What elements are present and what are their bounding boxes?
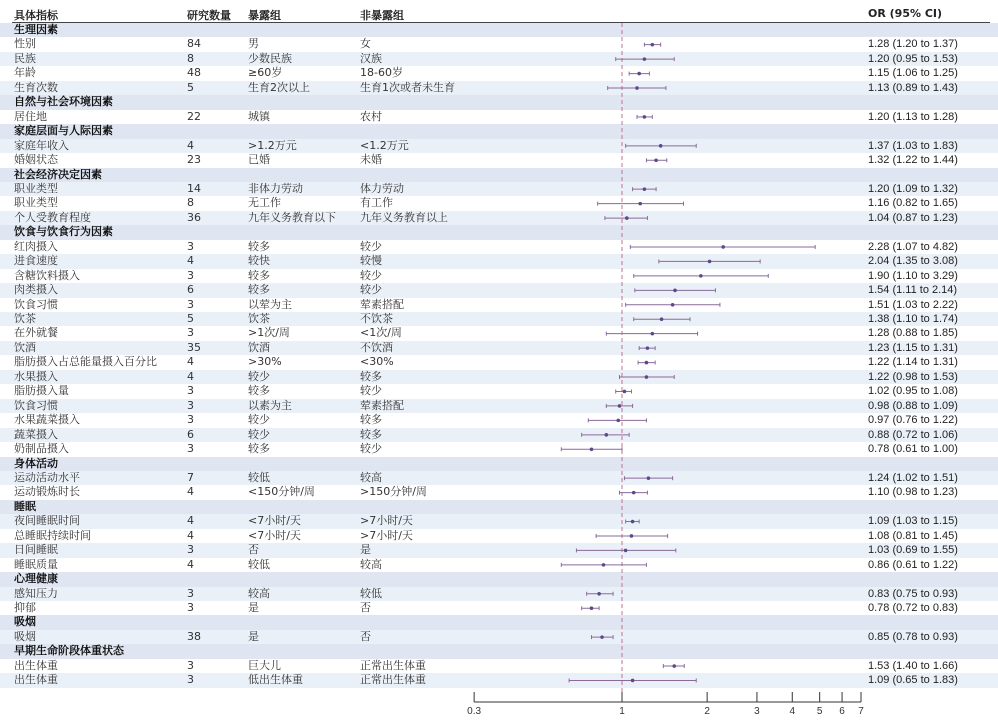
indicator-label: 饮食习惯 bbox=[14, 398, 58, 412]
or-ci-text: 1.23 (1.15 to 1.31) bbox=[868, 341, 958, 354]
or-ci-text: 0.78 (0.61 to 1.00) bbox=[868, 443, 958, 456]
nonexposed-group: 生育1次或者未生育 bbox=[360, 80, 455, 94]
nonexposed-group: 较多 bbox=[360, 427, 382, 441]
nonexposed-group: 正常出生体重 bbox=[360, 673, 426, 687]
nonexposed-group: 未婚 bbox=[360, 153, 382, 167]
study-count: 14 bbox=[187, 181, 201, 195]
indicator-label: 年龄 bbox=[14, 66, 36, 80]
nonexposed-group: 较少 bbox=[360, 268, 382, 282]
or-point bbox=[602, 563, 606, 567]
or-ci-text: 1.09 (0.65 to 1.83) bbox=[868, 674, 958, 687]
or-ci-text: 1.53 (1.40 to 1.66) bbox=[868, 659, 958, 672]
nonexposed-group: 较高 bbox=[360, 470, 382, 484]
indicator-label: 性别 bbox=[14, 37, 36, 51]
nonexposed-group: 否 bbox=[360, 601, 371, 614]
or-point bbox=[590, 606, 594, 610]
indicator-label: 红肉摄入 bbox=[14, 239, 58, 253]
exposed-group: >30% bbox=[248, 355, 282, 369]
or-point bbox=[597, 592, 601, 596]
study-count: 4 bbox=[187, 514, 194, 528]
indicator-label: 奶制品摄入 bbox=[14, 442, 69, 456]
indicator-label: 饮食习惯 bbox=[14, 297, 58, 311]
or-ci-text: 1.13 (0.89 to 1.43) bbox=[868, 81, 958, 94]
exposed-group: 以荤为主 bbox=[248, 297, 292, 311]
nonexposed-group: 荤素搭配 bbox=[360, 398, 404, 412]
exposed-group: 否 bbox=[248, 543, 259, 557]
or-point bbox=[638, 202, 642, 206]
or-ci-text: 0.98 (0.88 to 1.09) bbox=[868, 399, 958, 412]
exposed-group: 男 bbox=[248, 37, 259, 51]
or-point bbox=[616, 419, 620, 423]
section-label: 早期生命阶段体重状态 bbox=[14, 644, 124, 658]
or-ci-text: 1.90 (1.10 to 3.29) bbox=[868, 269, 958, 282]
study-count: 3 bbox=[187, 442, 194, 456]
or-point bbox=[659, 144, 663, 148]
indicator-label: 饮酒 bbox=[14, 340, 36, 354]
nonexposed-group: 农村 bbox=[360, 109, 382, 123]
exposed-group: 无工作 bbox=[248, 196, 281, 210]
or-ci-text: 1.20 (1.09 to 1.32) bbox=[868, 182, 958, 195]
or-ci-text: 0.85 (0.78 to 0.93) bbox=[868, 630, 958, 643]
nonexposed-group: <30% bbox=[360, 355, 394, 369]
indicator-label: 夜间睡眠时间 bbox=[14, 514, 80, 528]
or-point bbox=[647, 476, 651, 480]
exposed-group: <150分钟/周 bbox=[248, 485, 315, 499]
section-label: 吸烟 bbox=[14, 615, 36, 629]
exposed-group: 较少 bbox=[248, 427, 270, 441]
or-ci-text: 1.20 (0.95 to 1.53) bbox=[868, 52, 958, 65]
exposed-group: 非体力劳动 bbox=[248, 181, 303, 195]
or-point bbox=[645, 375, 649, 379]
indicator-label: 脂肪摄入占总能量摄入百分比 bbox=[14, 355, 157, 369]
or-point bbox=[623, 390, 627, 394]
or-point bbox=[699, 274, 703, 278]
exposed-group: 较低 bbox=[248, 470, 270, 484]
or-point bbox=[654, 158, 658, 162]
nonexposed-group: <1.2万元 bbox=[360, 138, 409, 152]
or-ci-text: 1.28 (0.88 to 1.85) bbox=[868, 327, 958, 340]
nonexposed-group: 体力劳动 bbox=[360, 181, 404, 195]
exposed-group: 较高 bbox=[248, 586, 270, 600]
study-count: 3 bbox=[187, 268, 194, 282]
exposed-group: >1.2万元 bbox=[248, 138, 297, 152]
or-point bbox=[672, 664, 676, 668]
or-ci-text: 0.97 (0.76 to 1.22) bbox=[868, 414, 958, 427]
x-tick-label: 4 bbox=[789, 706, 796, 717]
or-point bbox=[631, 520, 635, 524]
or-point bbox=[671, 303, 675, 307]
indicator-label: 在外就餐 bbox=[14, 326, 58, 340]
or-point bbox=[721, 245, 725, 249]
or-ci-text: 1.15 (1.06 to 1.25) bbox=[868, 67, 958, 80]
or-point bbox=[645, 361, 649, 365]
study-count: 7 bbox=[187, 470, 194, 484]
nonexposed-group: >150分钟/周 bbox=[360, 485, 427, 499]
exposed-group: 较多 bbox=[248, 283, 270, 297]
indicator-label: 饮茶 bbox=[14, 312, 36, 325]
or-point bbox=[590, 447, 594, 451]
or-point bbox=[618, 404, 622, 408]
indicator-label: 出生体重 bbox=[14, 658, 58, 672]
or-ci-text: 1.54 (1.11 to 2.14) bbox=[868, 284, 958, 297]
or-ci-text: 1.09 (1.03 to 1.15) bbox=[868, 515, 958, 528]
nonexposed-group: 较多 bbox=[360, 413, 382, 427]
or-point bbox=[604, 433, 608, 437]
or-ci-text: 1.24 (1.02 to 1.51) bbox=[868, 471, 958, 484]
indicator-label: 睡眠质量 bbox=[14, 557, 58, 571]
nonexposed-group: 较低 bbox=[360, 586, 382, 600]
study-count: 3 bbox=[187, 658, 194, 672]
exposed-group: 较多 bbox=[248, 442, 270, 456]
exposed-group: <7小时/天 bbox=[248, 528, 301, 542]
indicator-label: 进食速度 bbox=[14, 254, 58, 268]
or-point bbox=[646, 346, 650, 350]
indicator-label: 总睡眠持续时间 bbox=[14, 528, 91, 542]
or-ci-text: 0.88 (0.72 to 1.06) bbox=[868, 428, 958, 441]
exposed-group: 饮酒 bbox=[248, 340, 270, 354]
study-count: 3 bbox=[187, 586, 194, 600]
indicator-label: 民族 bbox=[14, 51, 36, 65]
study-count: 3 bbox=[187, 297, 194, 311]
indicator-label: 日间睡眠 bbox=[14, 543, 58, 557]
indicator-label: 水果蔬菜摄入 bbox=[14, 413, 80, 427]
section-label: 社会经济决定因素 bbox=[14, 167, 102, 181]
indicator-label: 生育次数 bbox=[14, 80, 58, 94]
exposed-group: <7小时/天 bbox=[248, 514, 301, 528]
study-count: 4 bbox=[187, 355, 194, 369]
or-ci-text: 1.10 (0.98 to 1.23) bbox=[868, 486, 958, 499]
section-label: 身体活动 bbox=[14, 456, 58, 470]
exposed-group: ≥60岁 bbox=[248, 66, 283, 80]
or-point bbox=[630, 534, 634, 538]
nonexposed-group: 较多 bbox=[360, 369, 382, 383]
study-count: 4 bbox=[187, 369, 194, 383]
or-ci-text: 1.22 (1.14 to 1.31) bbox=[868, 356, 958, 369]
or-point bbox=[643, 57, 647, 61]
or-point bbox=[624, 549, 628, 553]
study-count: 3 bbox=[187, 543, 194, 557]
section-label: 家庭层面与人际因素 bbox=[14, 124, 113, 138]
nonexposed-group: 较高 bbox=[360, 557, 382, 571]
exposed-group: 少数民族 bbox=[248, 51, 292, 65]
or-ci-text: 1.22 (0.98 to 1.53) bbox=[868, 370, 958, 383]
or-point bbox=[637, 72, 641, 76]
or-point bbox=[631, 679, 635, 683]
nonexposed-group: 女 bbox=[360, 37, 371, 51]
study-count: 8 bbox=[187, 51, 194, 65]
study-count: 3 bbox=[187, 326, 194, 340]
nonexposed-group: <1次/周 bbox=[360, 326, 402, 340]
exposed-group: 城镇 bbox=[248, 109, 270, 123]
section-label: 睡眠 bbox=[14, 499, 36, 513]
indicator-label: 含糖饮料摄入 bbox=[14, 268, 80, 282]
indicator-label: 蔬菜摄入 bbox=[14, 427, 58, 441]
exposed-group: 较多 bbox=[248, 268, 270, 282]
indicator-label: 职业类型 bbox=[14, 181, 58, 195]
nonexposed-group: 九年义务教育以上 bbox=[360, 210, 448, 224]
nonexposed-group: 有工作 bbox=[360, 196, 393, 210]
study-count: 4 bbox=[187, 138, 194, 152]
nonexposed-group: 否 bbox=[360, 629, 371, 643]
or-point bbox=[600, 635, 604, 639]
or-ci-text: 1.37 (1.03 to 1.83) bbox=[868, 139, 958, 152]
exposed-group: 是 bbox=[248, 601, 259, 614]
or-ci-text: 2.04 (1.35 to 3.08) bbox=[868, 255, 958, 268]
exposed-group: 较多 bbox=[248, 239, 270, 253]
or-ci-text: 1.03 (0.69 to 1.55) bbox=[868, 544, 958, 557]
study-count: 36 bbox=[187, 210, 201, 224]
x-tick-label: 5 bbox=[816, 706, 823, 717]
or-ci-text: 0.78 (0.72 to 0.83) bbox=[868, 602, 958, 614]
or-ci-text: 1.20 (1.13 to 1.28) bbox=[868, 110, 958, 123]
or-ci-text: 1.02 (0.95 to 1.08) bbox=[868, 385, 958, 398]
nonexposed-group: 较少 bbox=[360, 384, 382, 398]
section-label: 生理因素 bbox=[14, 23, 58, 36]
exposed-group: 巨大儿 bbox=[248, 658, 281, 672]
x-tick-label: 3 bbox=[754, 706, 760, 717]
header-exposed-group: 暴露组 bbox=[248, 9, 281, 22]
x-tick-label: 1 bbox=[619, 706, 625, 717]
header-study-count: 研究数量 bbox=[187, 9, 231, 22]
indicator-label: 吸烟 bbox=[14, 629, 36, 643]
indicator-label: 运动锻炼时长 bbox=[14, 485, 80, 499]
study-count: 4 bbox=[187, 557, 194, 571]
or-ci-text: 1.51 (1.03 to 2.22) bbox=[868, 298, 958, 311]
nonexposed-group: >7小时/天 bbox=[360, 514, 413, 528]
nonexposed-group: 较少 bbox=[360, 239, 382, 253]
study-count: 3 bbox=[187, 239, 194, 253]
or-point bbox=[651, 43, 655, 47]
study-count: 8 bbox=[187, 196, 194, 210]
study-count: 4 bbox=[187, 485, 194, 499]
study-count: 6 bbox=[187, 283, 194, 297]
or-point bbox=[643, 187, 647, 191]
or-point bbox=[651, 332, 655, 336]
or-ci-text: 1.08 (0.81 to 1.45) bbox=[868, 529, 958, 542]
study-count: 22 bbox=[187, 109, 201, 123]
nonexposed-group: >7小时/天 bbox=[360, 528, 413, 542]
indicator-label: 水果摄入 bbox=[14, 369, 58, 383]
or-point bbox=[632, 491, 636, 495]
study-count: 23 bbox=[187, 153, 201, 167]
or-point bbox=[635, 86, 639, 90]
study-count: 35 bbox=[187, 340, 201, 354]
section-label: 心理健康 bbox=[14, 572, 58, 586]
study-count: 6 bbox=[187, 427, 194, 441]
nonexposed-group: 较少 bbox=[360, 442, 382, 456]
exposed-group: 以素为主 bbox=[248, 398, 292, 412]
study-count: 3 bbox=[187, 413, 194, 427]
or-point bbox=[643, 115, 647, 119]
x-tick-label: 7 bbox=[858, 706, 864, 717]
exposed-group: 九年义务教育以下 bbox=[248, 210, 336, 224]
nonexposed-group: 荤素搭配 bbox=[360, 297, 404, 311]
indicator-label: 抑郁 bbox=[14, 601, 36, 614]
exposed-group: 低出生体重 bbox=[248, 673, 303, 687]
study-count: 4 bbox=[187, 254, 194, 268]
or-ci-text: 0.83 (0.75 to 0.93) bbox=[868, 587, 958, 600]
exposed-group: 已婚 bbox=[248, 153, 270, 167]
study-count: 3 bbox=[187, 673, 194, 687]
exposed-group: 饮茶 bbox=[248, 312, 270, 325]
or-point bbox=[673, 289, 677, 293]
study-count: 3 bbox=[187, 384, 194, 398]
exposed-group: 较低 bbox=[248, 557, 270, 571]
x-tick-label: 0.3 bbox=[467, 706, 482, 717]
or-point bbox=[708, 260, 712, 264]
nonexposed-group: 较慢 bbox=[360, 254, 382, 268]
x-tick-label: 2 bbox=[704, 706, 710, 717]
study-count: 5 bbox=[187, 80, 194, 94]
or-ci-text: 1.04 (0.87 to 1.23) bbox=[868, 211, 958, 224]
indicator-label: 肉类摄入 bbox=[14, 283, 58, 297]
study-count: 84 bbox=[187, 37, 201, 51]
study-count: 48 bbox=[187, 66, 201, 80]
exposed-group: 较多 bbox=[248, 384, 270, 398]
header-or-ci: OR (95% CI) bbox=[868, 7, 943, 20]
study-count: 4 bbox=[187, 528, 194, 542]
indicator-label: 家庭年收入 bbox=[14, 138, 69, 152]
or-ci-text: 0.86 (0.61 to 1.22) bbox=[868, 558, 958, 571]
indicator-label: 感知压力 bbox=[14, 586, 58, 600]
nonexposed-group: 较少 bbox=[360, 283, 382, 297]
header-indicator: 具体指标 bbox=[14, 9, 58, 22]
indicator-label: 出生体重 bbox=[14, 673, 58, 687]
or-ci-text: 1.38 (1.10 to 1.74) bbox=[868, 313, 958, 325]
nonexposed-group: 汉族 bbox=[360, 51, 382, 65]
study-count: 38 bbox=[187, 629, 201, 643]
nonexposed-group: 18-60岁 bbox=[360, 66, 403, 80]
indicator-label: 脂肪摄入量 bbox=[14, 384, 69, 398]
study-count: 3 bbox=[187, 601, 194, 614]
exposed-group: 生育2次以上 bbox=[248, 80, 310, 94]
exposed-group: 较少 bbox=[248, 369, 270, 383]
nonexposed-group: 不饮酒 bbox=[360, 340, 393, 354]
nonexposed-group: 不饮茶 bbox=[360, 312, 393, 325]
nonexposed-group: 正常出生体重 bbox=[360, 658, 426, 672]
header-nonexposed-group: 非暴露组 bbox=[360, 9, 404, 22]
section-label: 自然与社会环境因素 bbox=[14, 95, 113, 109]
indicator-label: 运动活动水平 bbox=[14, 470, 80, 484]
section-label: 饮食与饮食行为因素 bbox=[14, 225, 113, 239]
or-ci-text: 2.28 (1.07 to 4.82) bbox=[868, 240, 958, 253]
indicator-label: 职业类型 bbox=[14, 196, 58, 210]
or-ci-text: 1.16 (0.82 to 1.65) bbox=[868, 197, 958, 210]
exposed-group: 较少 bbox=[248, 413, 270, 427]
or-point bbox=[625, 216, 629, 220]
exposed-group: 是 bbox=[248, 629, 259, 643]
study-count: 3 bbox=[187, 398, 194, 412]
or-point bbox=[660, 317, 664, 321]
or-ci-text: 1.32 (1.22 to 1.44) bbox=[868, 154, 958, 167]
indicator-label: 个人受教育程度 bbox=[14, 210, 91, 224]
study-count: 5 bbox=[187, 312, 194, 325]
indicator-label: 婚姻状态 bbox=[14, 153, 58, 167]
indicator-label: 居住地 bbox=[14, 109, 47, 123]
x-tick-label: 6 bbox=[839, 706, 845, 717]
nonexposed-group: 是 bbox=[360, 543, 371, 557]
exposed-group: >1次/周 bbox=[248, 326, 290, 340]
exposed-group: 较快 bbox=[248, 254, 270, 268]
or-ci-text: 1.28 (1.20 to 1.37) bbox=[868, 38, 958, 51]
